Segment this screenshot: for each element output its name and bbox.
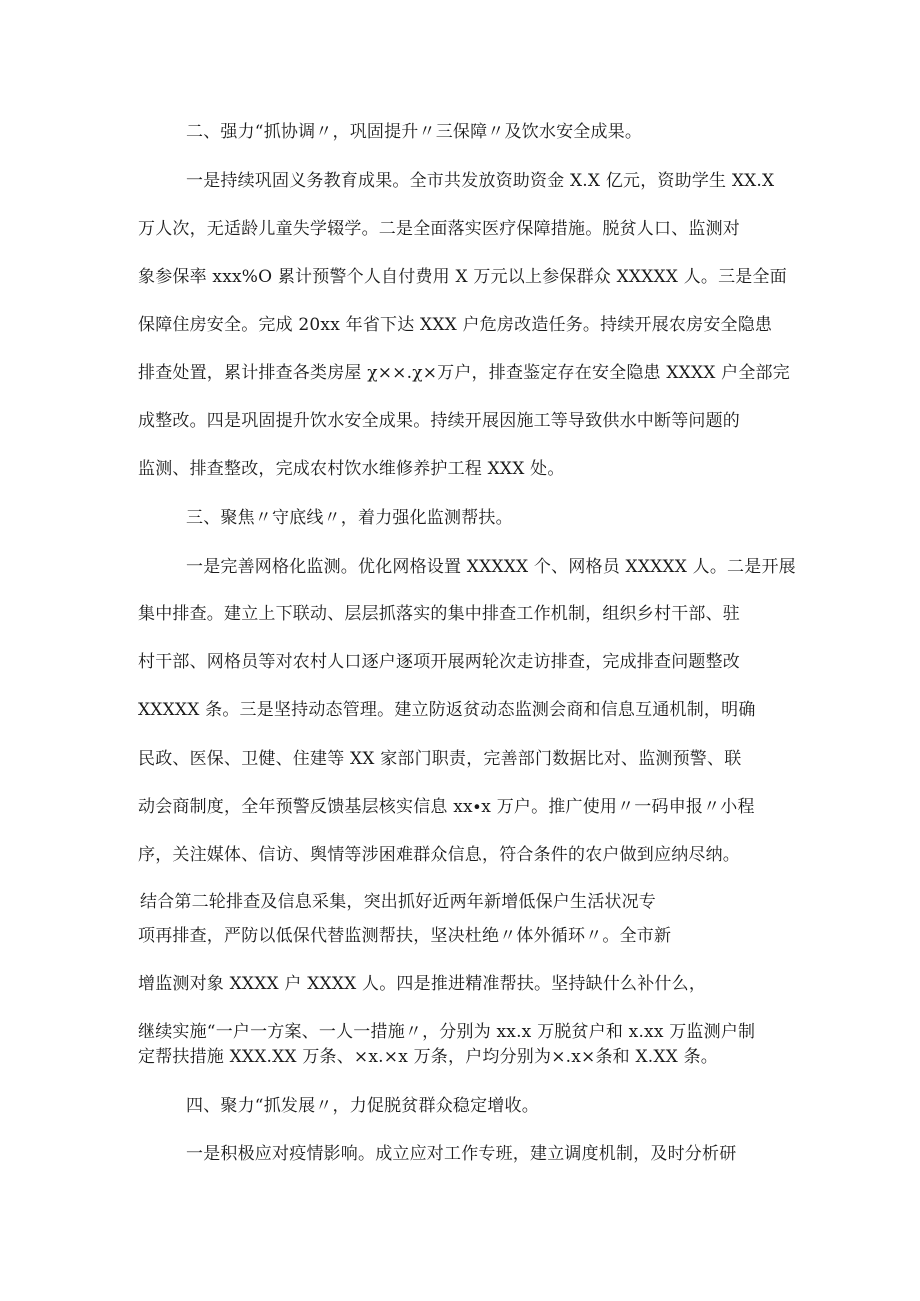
paragraph-line: 一是完善网格化监测。优化网格设置 XXXXX 个、网格员 XXXXX 人。二是开展 — [186, 557, 796, 577]
paragraph-line: 监测、排查整改，完成农村饮水维修养护工程 XXX 处。 — [138, 459, 565, 479]
paragraph-line: XXXXX 条。三是坚持动态管理。建立防返贫动态监测会商和信息互通机制，明确 — [138, 700, 756, 720]
paragraph-line: 村干部、网格员等对农村人口逐户逐项开展两轮次走访排查，完成排查问题整改 — [138, 652, 740, 672]
paragraph-line: 民政、医保、卫健、住建等 XX 家部门职责，完善部门数据比对、监测预警、联 — [138, 749, 742, 769]
paragraph-line: 保障住房安全。完成 20xx 年省下达 XXX 户危房改造任务。持续开展农房安全隐患 — [138, 315, 773, 335]
paragraph-line: 动会商制度，全年预警反馈基层核实信息 xx∙x 万户。推广使用〃一码申报〃小程 — [138, 797, 755, 817]
paragraph-line: 增监测对象 XXXX 户 XXXX 人。四是推进精准帮扶。坚持缺什么补什么， — [138, 974, 707, 994]
paragraph-line: 项再排查，严防以低保代替监测帮扶，坚决杜绝〃体外循环〃。全市新 — [138, 926, 672, 946]
section-heading-4: 四、聚力“抓发展〃，力促脱贫群众稳定增收。 — [186, 1096, 539, 1116]
paragraph-line: 万人次，无适龄儿童失学辍学。二是全面落实医疗保障措施。脱贫人口、监测对 — [138, 219, 740, 239]
paragraph-line: 序，关注媒体、信访、舆情等涉困难群众信息，符合条件的农户做到应纳尽纳。 — [138, 845, 740, 865]
section-heading-3: 三、聚焦〃守底线〃，着力强化监测帮扶。 — [186, 508, 513, 528]
paragraph-line: 集中排查。建立上下联动、层层抓落实的集中排查工作机制，组织乡村干部、驻 — [138, 604, 740, 624]
section-heading-2: 二、强力“抓协调〃，巩固提升〃三保障〃及饮水安全成果。 — [186, 122, 643, 142]
paragraph-line: 结合第二轮排查及信息采集，突出抓好近两年新增低保户生活状况专 — [140, 892, 656, 912]
paragraph-line: 成整改。四是巩固提升饮水安全成果。持续开展因施工等导致供水中断等问题的 — [138, 411, 740, 431]
paragraph-line: 一是积极应对疫情影响。成立应对工作专班，建立调度机制，及时分析研 — [186, 1144, 737, 1164]
paragraph-line: 继续实施“一户一方案、一人一措施〃，分别为 xx.x 万脱贫户和 x.xx 万监测户制 — [138, 1022, 756, 1042]
paragraph-line: 定帮扶措施 XXX.XX 万条、×x.×x 万条，户均分别为×.x×条和 X.XX 条。 — [138, 1047, 718, 1067]
paragraph-line: 一是持续巩固义务教育成果。全市共发放资助资金 X.X 亿元，资助学生 XX.X — [186, 171, 775, 191]
paragraph-line: 排查处置，累计排查各类房屋 χ××.χ×万户，排查鉴定存在安全隐患 XXXX 户全部完 — [138, 363, 790, 383]
paragraph-line: 象参保率 xxx%O 累计预警个人自付费用 X 万元以上参保群众 XXXXX 人。三是全面 — [138, 267, 787, 287]
